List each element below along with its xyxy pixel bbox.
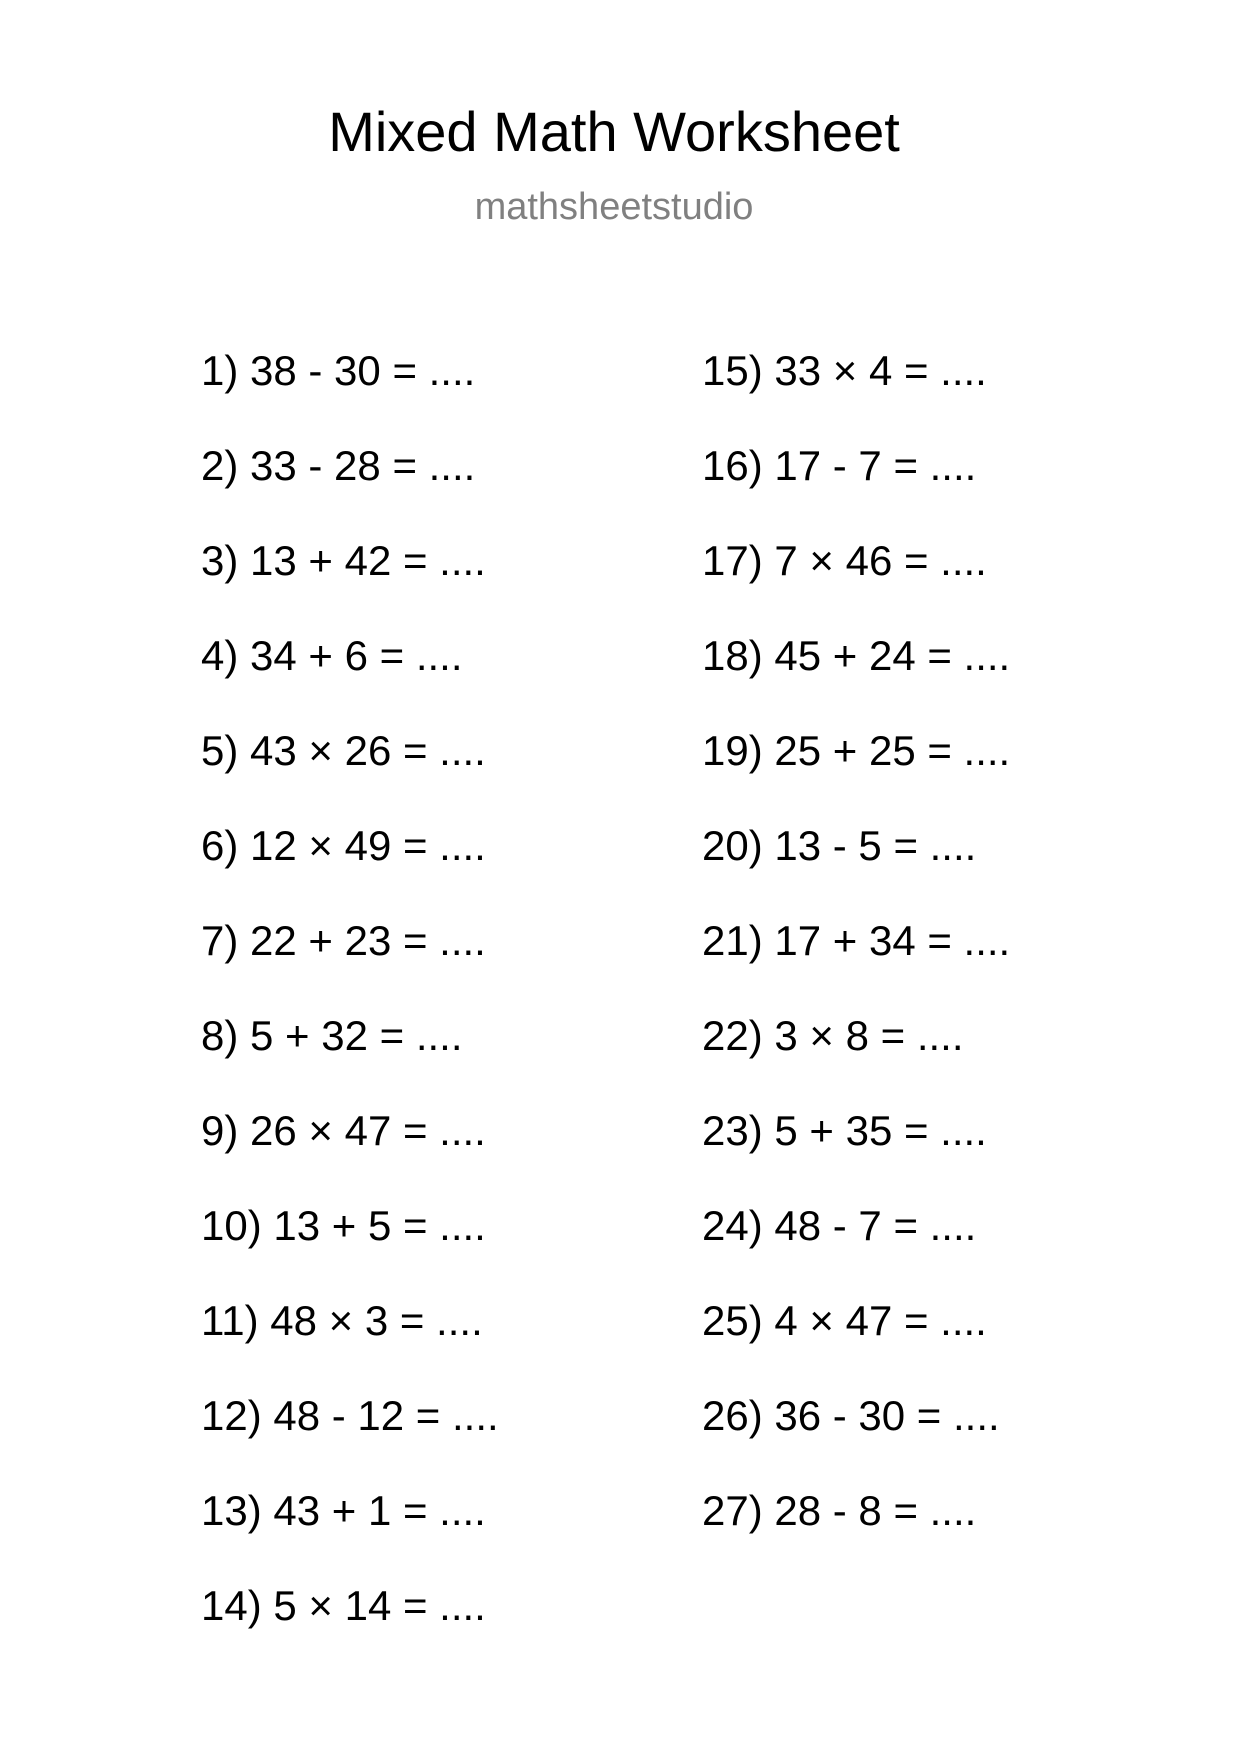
math-problem: 5) 43 × 26 = .... [201, 727, 486, 774]
math-problem: 8) 5 + 32 = .... [201, 1012, 463, 1059]
math-problem: 14) 5 × 14 = .... [201, 1582, 486, 1629]
math-problem: 3) 13 + 42 = .... [201, 537, 486, 584]
math-problem: 6) 12 × 49 = .... [201, 822, 486, 869]
math-problem: 22) 3 × 8 = .... [702, 1012, 964, 1059]
math-problem: 16) 17 - 7 = .... [702, 442, 977, 489]
math-problem: 26) 36 - 30 = .... [702, 1392, 1000, 1439]
math-problem: 12) 48 - 12 = .... [201, 1392, 499, 1439]
math-problem: 13) 43 + 1 = .... [201, 1487, 486, 1534]
worksheet-subtitle: mathsheetstudio [474, 186, 754, 228]
math-problem: 15) 33 × 4 = .... [702, 347, 987, 394]
math-problem: 4) 34 + 6 = .... [201, 632, 463, 679]
math-problem: 20) 13 - 5 = .... [702, 822, 977, 869]
math-problem: 7) 22 + 23 = .... [201, 917, 486, 964]
problem-column-left [201, 344, 499, 1674]
math-problem: 18) 45 + 24 = .... [702, 632, 1011, 679]
problem-column-right [702, 344, 1010, 1579]
math-problem: 23) 5 + 35 = .... [702, 1107, 987, 1154]
math-problem: 9) 26 × 47 = .... [201, 1107, 486, 1154]
math-problem: 25) 4 × 47 = .... [702, 1297, 987, 1344]
math-problem: 27) 28 - 8 = .... [702, 1487, 977, 1534]
math-problem: 19) 25 + 25 = .... [702, 727, 1011, 774]
math-problem: 24) 48 - 7 = .... [702, 1202, 977, 1249]
math-problem: 21) 17 + 34 = .... [702, 917, 1011, 964]
worksheet-title: Mixed Math Worksheet [328, 100, 900, 163]
math-problem: 2) 33 - 28 = .... [201, 442, 476, 489]
math-problem: 17) 7 × 46 = .... [702, 537, 987, 584]
math-problem: 10) 13 + 5 = .... [201, 1202, 486, 1249]
math-problem: 1) 38 - 30 = .... [201, 347, 476, 394]
math-problem: 11) 48 × 3 = .... [201, 1297, 483, 1344]
